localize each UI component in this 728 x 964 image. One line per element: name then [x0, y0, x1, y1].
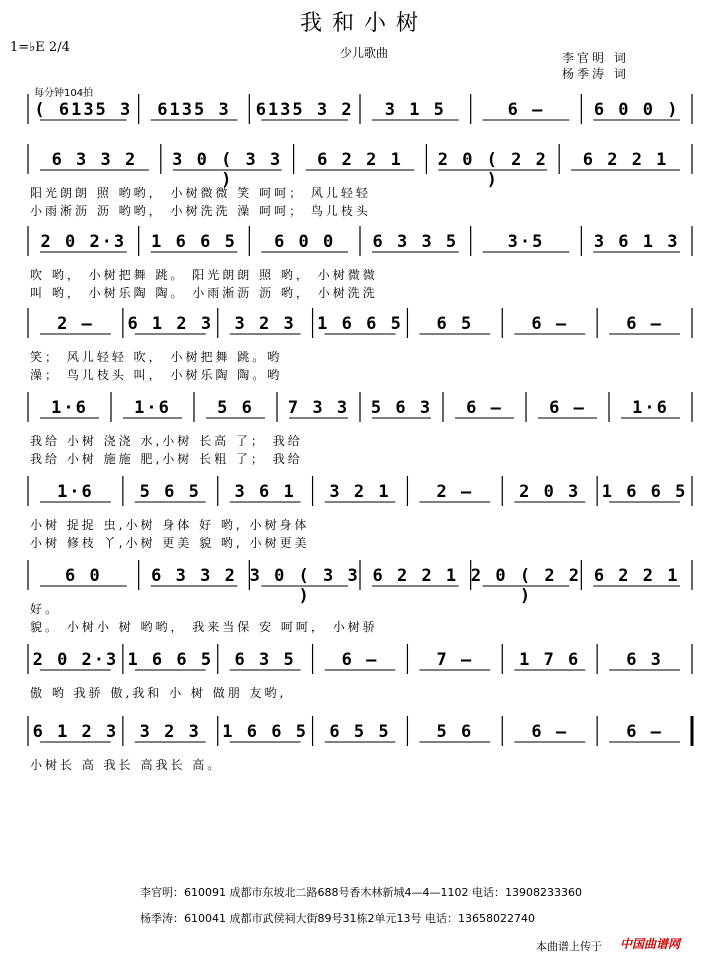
measure-notes: 6 –	[531, 722, 569, 742]
measure-notes: 1 6 6 5	[317, 314, 403, 334]
measure-notes: 6 –	[341, 650, 379, 670]
lyric-line-1: 傲 哟 我骄 傲,我和 小 树 做朋 友哟,	[30, 686, 287, 700]
measure-notes: 2 –	[436, 482, 474, 502]
measure-notes: 2 0 ( 2 2 )	[470, 566, 582, 606]
measure-notes: 3 0 ( 3 3 )	[249, 566, 360, 606]
credits	[562, 50, 629, 82]
measure-notes: 2 –	[57, 314, 94, 334]
measure-notes: 2 0 ( 2 2 )	[437, 150, 548, 190]
measure-notes: 6 2 2 1	[317, 150, 403, 170]
measure-notes: 6135 3	[157, 100, 231, 120]
measure-notes: 2 0 3	[519, 482, 581, 502]
measure-notes: 1 7 6	[519, 650, 581, 670]
site-logo[interactable]: 中国曲谱网	[620, 937, 681, 951]
measure-notes: 1·6	[51, 398, 88, 418]
lyric-line-1: 好。	[30, 602, 61, 616]
measure-notes: 6 5 5	[329, 722, 391, 742]
measure-notes: 3 1 5	[384, 100, 446, 120]
score-row	[28, 314, 692, 382]
score-row	[28, 232, 692, 300]
lyric-line-1: 小树 捉捉 虫,小树 身体 好 哟, 小树身体	[30, 518, 310, 532]
measure-notes: 6 –	[466, 398, 503, 418]
measure-notes: 6 –	[626, 722, 663, 742]
measure-notes: 6 –	[531, 314, 569, 334]
score-row	[28, 722, 692, 772]
measure-notes: 1 6 6 5	[601, 482, 688, 502]
lyric-line-2: 澡； 鸟儿枝头 叫， 小树乐陶 陶。哟	[30, 368, 283, 382]
measure-notes: 3 2 3	[234, 314, 296, 334]
score-row	[28, 650, 692, 700]
measure-notes: 1·6	[57, 482, 94, 502]
lyric-line-2: 小雨淅沥 沥 哟哟， 小树洗洗 澡 呵呵； 鸟儿枝头	[30, 204, 371, 218]
measure-notes: 6 –	[626, 314, 663, 334]
measure-notes: 1·6	[134, 398, 171, 418]
measure-notes: 2 0 2·3	[40, 232, 127, 252]
measure-notes: 1 6 6 5	[127, 650, 214, 670]
lyricist-credit: 李官明 词	[562, 51, 629, 65]
measure-notes: 6 3	[626, 650, 663, 670]
measure-notes: 3·5	[507, 232, 545, 252]
lyric-line-1: 阳光朗朗 照 哟哟， 小树微微 笑 呵呵； 风儿轻轻	[30, 186, 371, 200]
lyric-line-2: 叫 哟， 小树乐陶 陶。 小雨淅沥 沥 哟， 小树洗洗	[30, 286, 378, 300]
lyric-line-1: 我给 小树 浇浇 水,小树 长高 了； 我给	[30, 434, 303, 448]
measure-notes: 5 6	[436, 722, 474, 742]
measure-notes: 1 6 6 5	[222, 722, 308, 742]
measure-notes: 6 –	[549, 398, 586, 418]
score-row	[28, 398, 692, 466]
measure-notes: 6 3 3 5	[372, 232, 459, 252]
measure-notes: 5 6 3	[370, 398, 433, 418]
measure-notes: 6 –	[507, 100, 545, 120]
measure-notes: 6 1 2 3	[32, 722, 119, 742]
song-genre: 少儿歌曲	[339, 46, 388, 60]
lyric-line-1: 小树长 高 我长 高我长 高。	[30, 758, 223, 772]
measure-notes: 6 1 2 3	[127, 314, 214, 334]
composer-credit: 杨季涛 词	[562, 67, 629, 81]
measure-notes: 3 6 1 3	[593, 232, 680, 252]
measure-notes: 6 0	[64, 566, 102, 586]
measure-notes: 6 0 0 )	[593, 100, 680, 120]
contact-line-2: 杨季涛：610041 成都市武侯祠大街89号31栋2单元13号 电话：13658022740	[140, 912, 535, 925]
measure-notes: 2 0 2·3	[32, 650, 119, 670]
score-row	[28, 150, 692, 218]
measure-notes: 3 6 1	[234, 482, 296, 502]
score-row	[28, 100, 692, 122]
page-title: 我和小树	[299, 11, 428, 36]
contact-line-1: 李官明：610091 成都市东坡北二路688号香木林新城4—4—1102 电话：13908233360	[140, 886, 582, 899]
lyric-line-2: 貌。 小树小 树 哟哟， 我来当保 安 呵呵， 小树骄	[30, 620, 378, 634]
measure-notes: 6 0 0	[274, 232, 336, 252]
key-signature: 1=♭E 2/4	[10, 40, 70, 55]
lyric-line-2: 小树 修枝 丫,小树 更美 貌 哟, 小树更美	[30, 536, 310, 550]
measure-notes: 6 2 2 1	[593, 566, 680, 586]
measure-notes: 6 3 5	[234, 650, 296, 670]
measure-notes: 3 2 1	[329, 482, 391, 502]
measure-notes: 6 3 3 2	[51, 150, 138, 170]
measure-notes: 1 6 6 5	[151, 232, 237, 252]
tempo-marking: 每分钟104拍	[34, 88, 94, 99]
measure-notes: 6135 3 2	[255, 100, 354, 120]
measure-notes: 5 6 5	[139, 482, 201, 502]
measure-notes: 3 2 3	[139, 722, 201, 742]
score-row	[28, 566, 692, 634]
measure-notes: 6 5	[436, 314, 474, 334]
score-row	[28, 482, 692, 550]
measure-notes: 6 3 3 2	[151, 566, 237, 586]
measure-notes: 7 –	[436, 650, 474, 670]
measure-notes: 6 2 2 1	[372, 566, 459, 586]
lyric-line-2: 我给 小树 施施 肥,小树 长粗 了； 我给	[30, 452, 303, 466]
contact-footer	[140, 880, 582, 932]
measure-notes: 5 6	[217, 398, 254, 418]
measure-notes: 7 3 3	[287, 398, 350, 418]
measure-notes: 3 0 ( 3 3 )	[172, 150, 283, 190]
measure-notes: 6 2 2 1	[582, 150, 669, 170]
lyric-line-1: 吹 哟， 小树把舞 跳。 阳光朗朗 照 哟， 小树微微	[30, 268, 378, 282]
upload-note: 本曲谱上传于	[536, 940, 602, 953]
measure-notes: ( 6135 3	[34, 100, 133, 120]
lyric-line-1: 笑； 风儿轻轻 吹， 小树把舞 跳。哟	[30, 350, 283, 364]
measure-notes: 1·6	[632, 398, 669, 418]
